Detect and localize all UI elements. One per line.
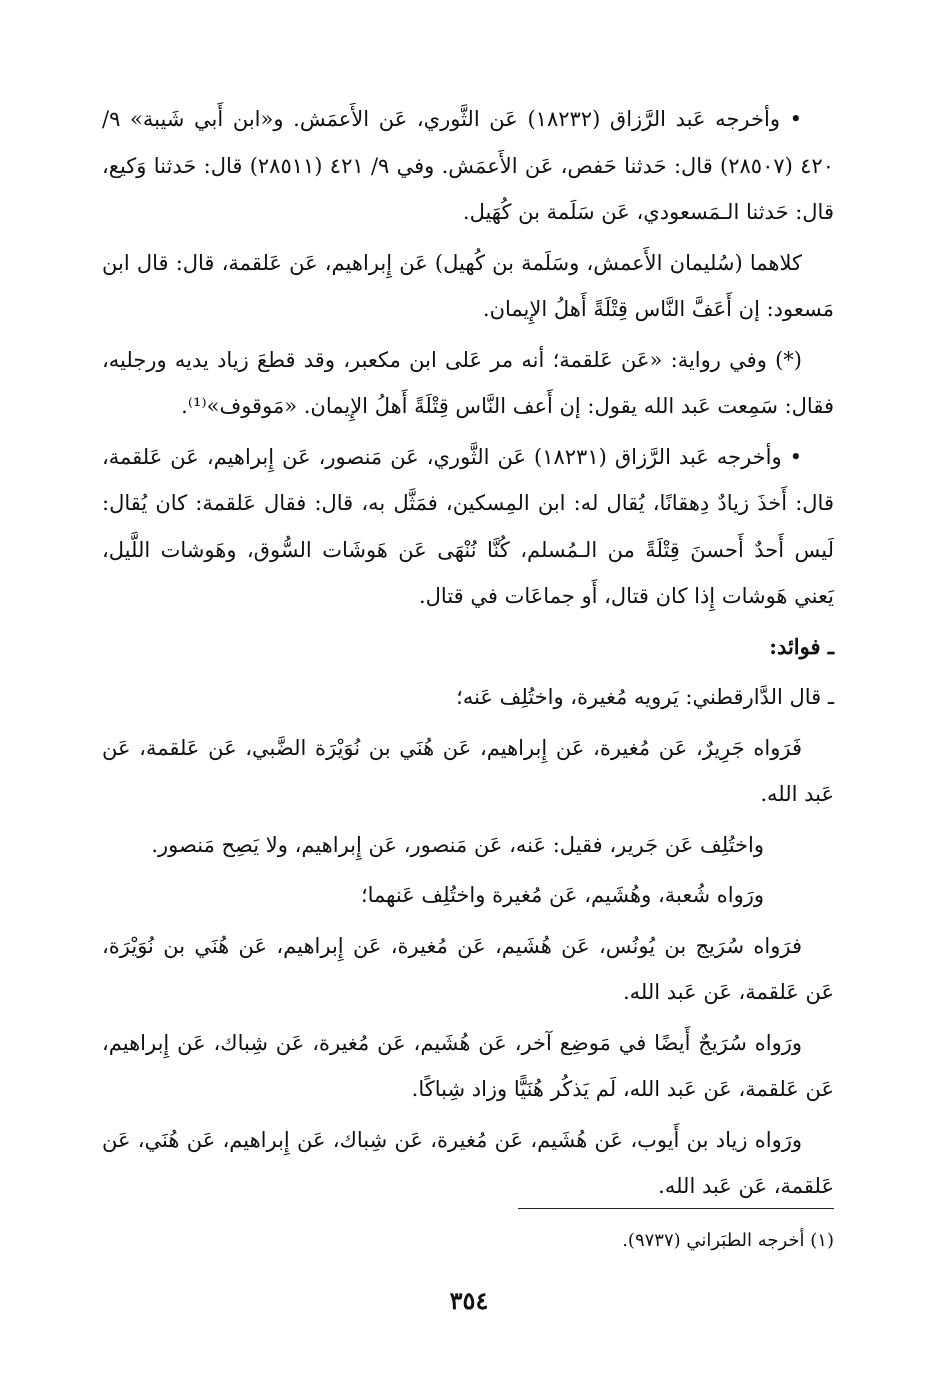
section-heading-fawaid: ـ فوائد:	[769, 633, 834, 659]
paragraph-1: • وأخرجه عَبد الرَّزاق (١٨٢٣٢) عَن الثَّوري، عَن الأَعمَش. و«ابن أَبي شَيبة» ٩/ ٤٢٠ (٢٨٥٠٧) قال: حَدثنا حَفص، عَن الأَعمَش. وفي ٩/ ٤٢١ (٢٨٥١١) قال: حَدثنا وَكيع، قال: حَدثنا الـمَسعودي، عَن سَلَمة بن كُهَيل.	[102, 107, 834, 224]
footnote-divider	[518, 1208, 834, 1209]
paragraph-6: ـ قال الدَّارقطني: يَرويه مُغيرة، واختُلِف عَنه؛	[456, 685, 834, 709]
paragraph-11: ورَواه سُرَيجٌ أَيضًا في مَوضِع آخر، عَن هُشَيم، عَن مُغيرة، عَن شِباك، عَن إِبراهيم، عَن عَلقمة، عَن عَبد الله، لَم يَذكُر هُنَيًّا وزاد شِباكًا.	[102, 1030, 834, 1101]
paragraph-8: واختُلِف عَن جَرير، فقيل: عَنه، عَن مَنصور، عَن إِبراهيم، ولا يَصِح مَنصور.	[151, 832, 764, 857]
paragraph-2: كلاهما (سُليمان الأَعمش، وسَلَمة بن كُهيل) عَن إِبراهيم، عَن عَلقمة، قال: قال ابن مَسعود: إن أَعَفَّ النَّاس قِتْلَةً أَهلُ الإِيمان.	[102, 250, 834, 321]
paragraph-3: (*) وفي رواية: «عَن عَلقمة؛ أنه مر عَلى ابن مكعبر، وقد قطعَ زياد يديه ورجليه، فقال: سَمِعت عَبد الله يقول: إن أَعف النَّاس قِتْلَةً أَهلُ الإِيمان. «مَوقوف»⁽¹⁾.	[102, 347, 834, 418]
paragraph-12: ورَواه زياد بن أَيوب، عَن هُشَيم، عَن مُغيرة، عَن شِباك، عَن إِبراهيم، عَن هُنَي، عَن عَلقمة، عَن عَبد الله.	[102, 1127, 834, 1198]
paragraph-7: فَرَواه جَرِيرٌ، عَن مُغيرة، عَن إِبراهيم، عَن هُنَي بن نُوَيْرَة الضَّبي، عَن عَلقمة، عَن عَبد الله.	[102, 735, 834, 806]
page-number: ٣٥٤	[449, 1286, 489, 1315]
paragraph-10: فرَواه سُرَيج بن يُونُس، عَن هُشَيم، عَن مُغيرة، عَن إِبراهيم، عَن هُنَي بن نُوَيْرَة، عَن عَلقمة، عَن عَبد الله.	[102, 933, 834, 1004]
paragraph-4: • وأخرجه عَبد الرَّزاق (١٨٢٣١) عَن الثَّوري، عَن مَنصور، عَن إِبراهيم، عَن عَلقمة، قال: أَخذَ زيادٌ دِهقانًا، يُقال له: ابن المِسكين، فمَثَّل به، قال: فقال عَلقمة: كان يُقال: لَيس أَحدٌ أَحسنَ قِتْلَةً من الـمُسلم، كُنَّا نُنْهَى عَن هَوشَات السُّوق، وهَوشات اللَّيل، يَعني هَوشات إِذا كان قتال، أَو جماعَات في قتال.	[102, 444, 834, 608]
page-body	[102, 96, 834, 1214]
footnote: (١) أخرجه الطبَراني (٩٧٣٧).	[622, 1230, 834, 1251]
paragraph-9: ورَواه شُعبة، وهُشَيم، عَن مُغيرة واختُلِف عَنهما؛	[360, 883, 764, 907]
